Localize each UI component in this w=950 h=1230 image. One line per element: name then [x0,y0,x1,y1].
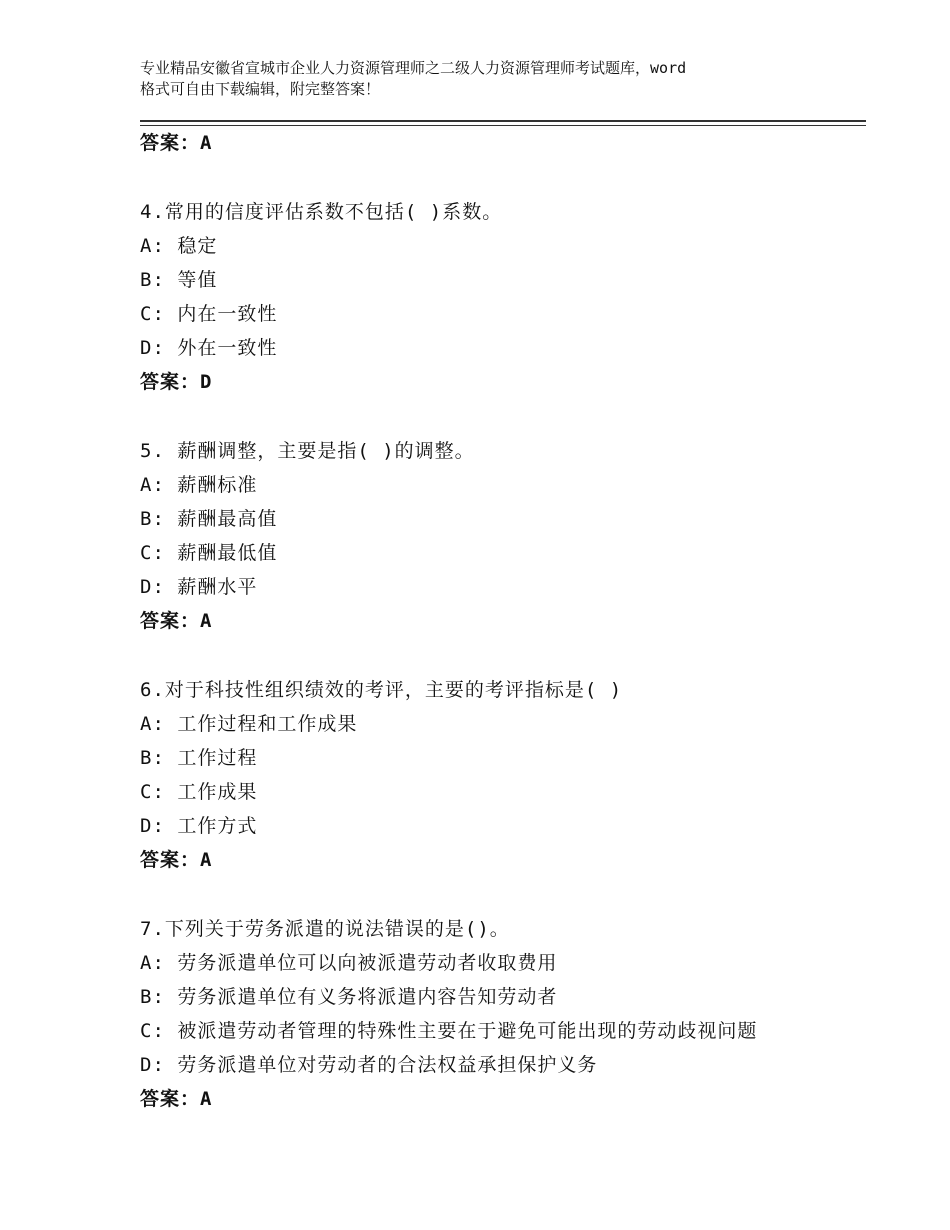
question-5-option-c: C: 薪酬最低值 [140,542,278,564]
question-7-answer: 答案：A [140,1088,213,1110]
answer-label: 答案：A [140,132,213,154]
question-7-option-b: B: 劳务派遣单位有义务将派遣内容告知劳动者 [140,986,558,1008]
document-header [140,58,840,100]
header-line-2: 格式可自由下载编辑，附完整答案！ [140,80,381,98]
header-rule-thick [140,120,866,122]
question-4-text: 4.常用的信度评估系数不包括( )系数。 [140,201,503,223]
question-4-answer: 答案：D [140,371,213,393]
question-7-text: 7.下列关于劳务派遣的说法错误的是()。 [140,918,510,940]
question-6-option-b: B: 工作过程 [140,747,258,769]
question-7-option-c: C: 被派遣劳动者管理的特殊性主要在于避免可能出现的劳动歧视问题 [140,1020,758,1042]
question-5-answer: 答案：A [140,610,213,632]
question-6-option-d: D: 工作方式 [140,815,258,837]
question-5-option-d: D: 薪酬水平 [140,576,258,598]
question-4-option-b: B: 等值 [140,269,218,291]
question-4-option-d: D: 外在一致性 [140,337,278,359]
header-rule-thin [140,125,866,126]
question-6-option-a: A: 工作过程和工作成果 [140,713,358,735]
question-6-answer: 答案：A [140,849,213,871]
question-5-option-b: B: 薪酬最高值 [140,508,278,530]
question-6-text: 6.对于科技性组织绩效的考评，主要的考评指标是( ) [140,679,623,701]
question-5-option-a: A: 薪酬标准 [140,474,258,496]
header-line-1: 专业精品安徽省宣城市企业人力资源管理师之二级人力资源管理师考试题库，word [140,59,687,77]
question-4-option-c: C: 内在一致性 [140,303,278,325]
question-7-option-a: A: 劳务派遣单位可以向被派遣劳动者收取费用 [140,952,558,974]
question-7-option-d: D: 劳务派遣单位对劳动者的合法权益承担保护义务 [140,1054,598,1076]
question-4-option-a: A: 稳定 [140,235,218,257]
question-6-option-c: C: 工作成果 [140,781,258,803]
question-5-text: 5. 薪酬调整，主要是指( )的调整。 [140,440,475,462]
